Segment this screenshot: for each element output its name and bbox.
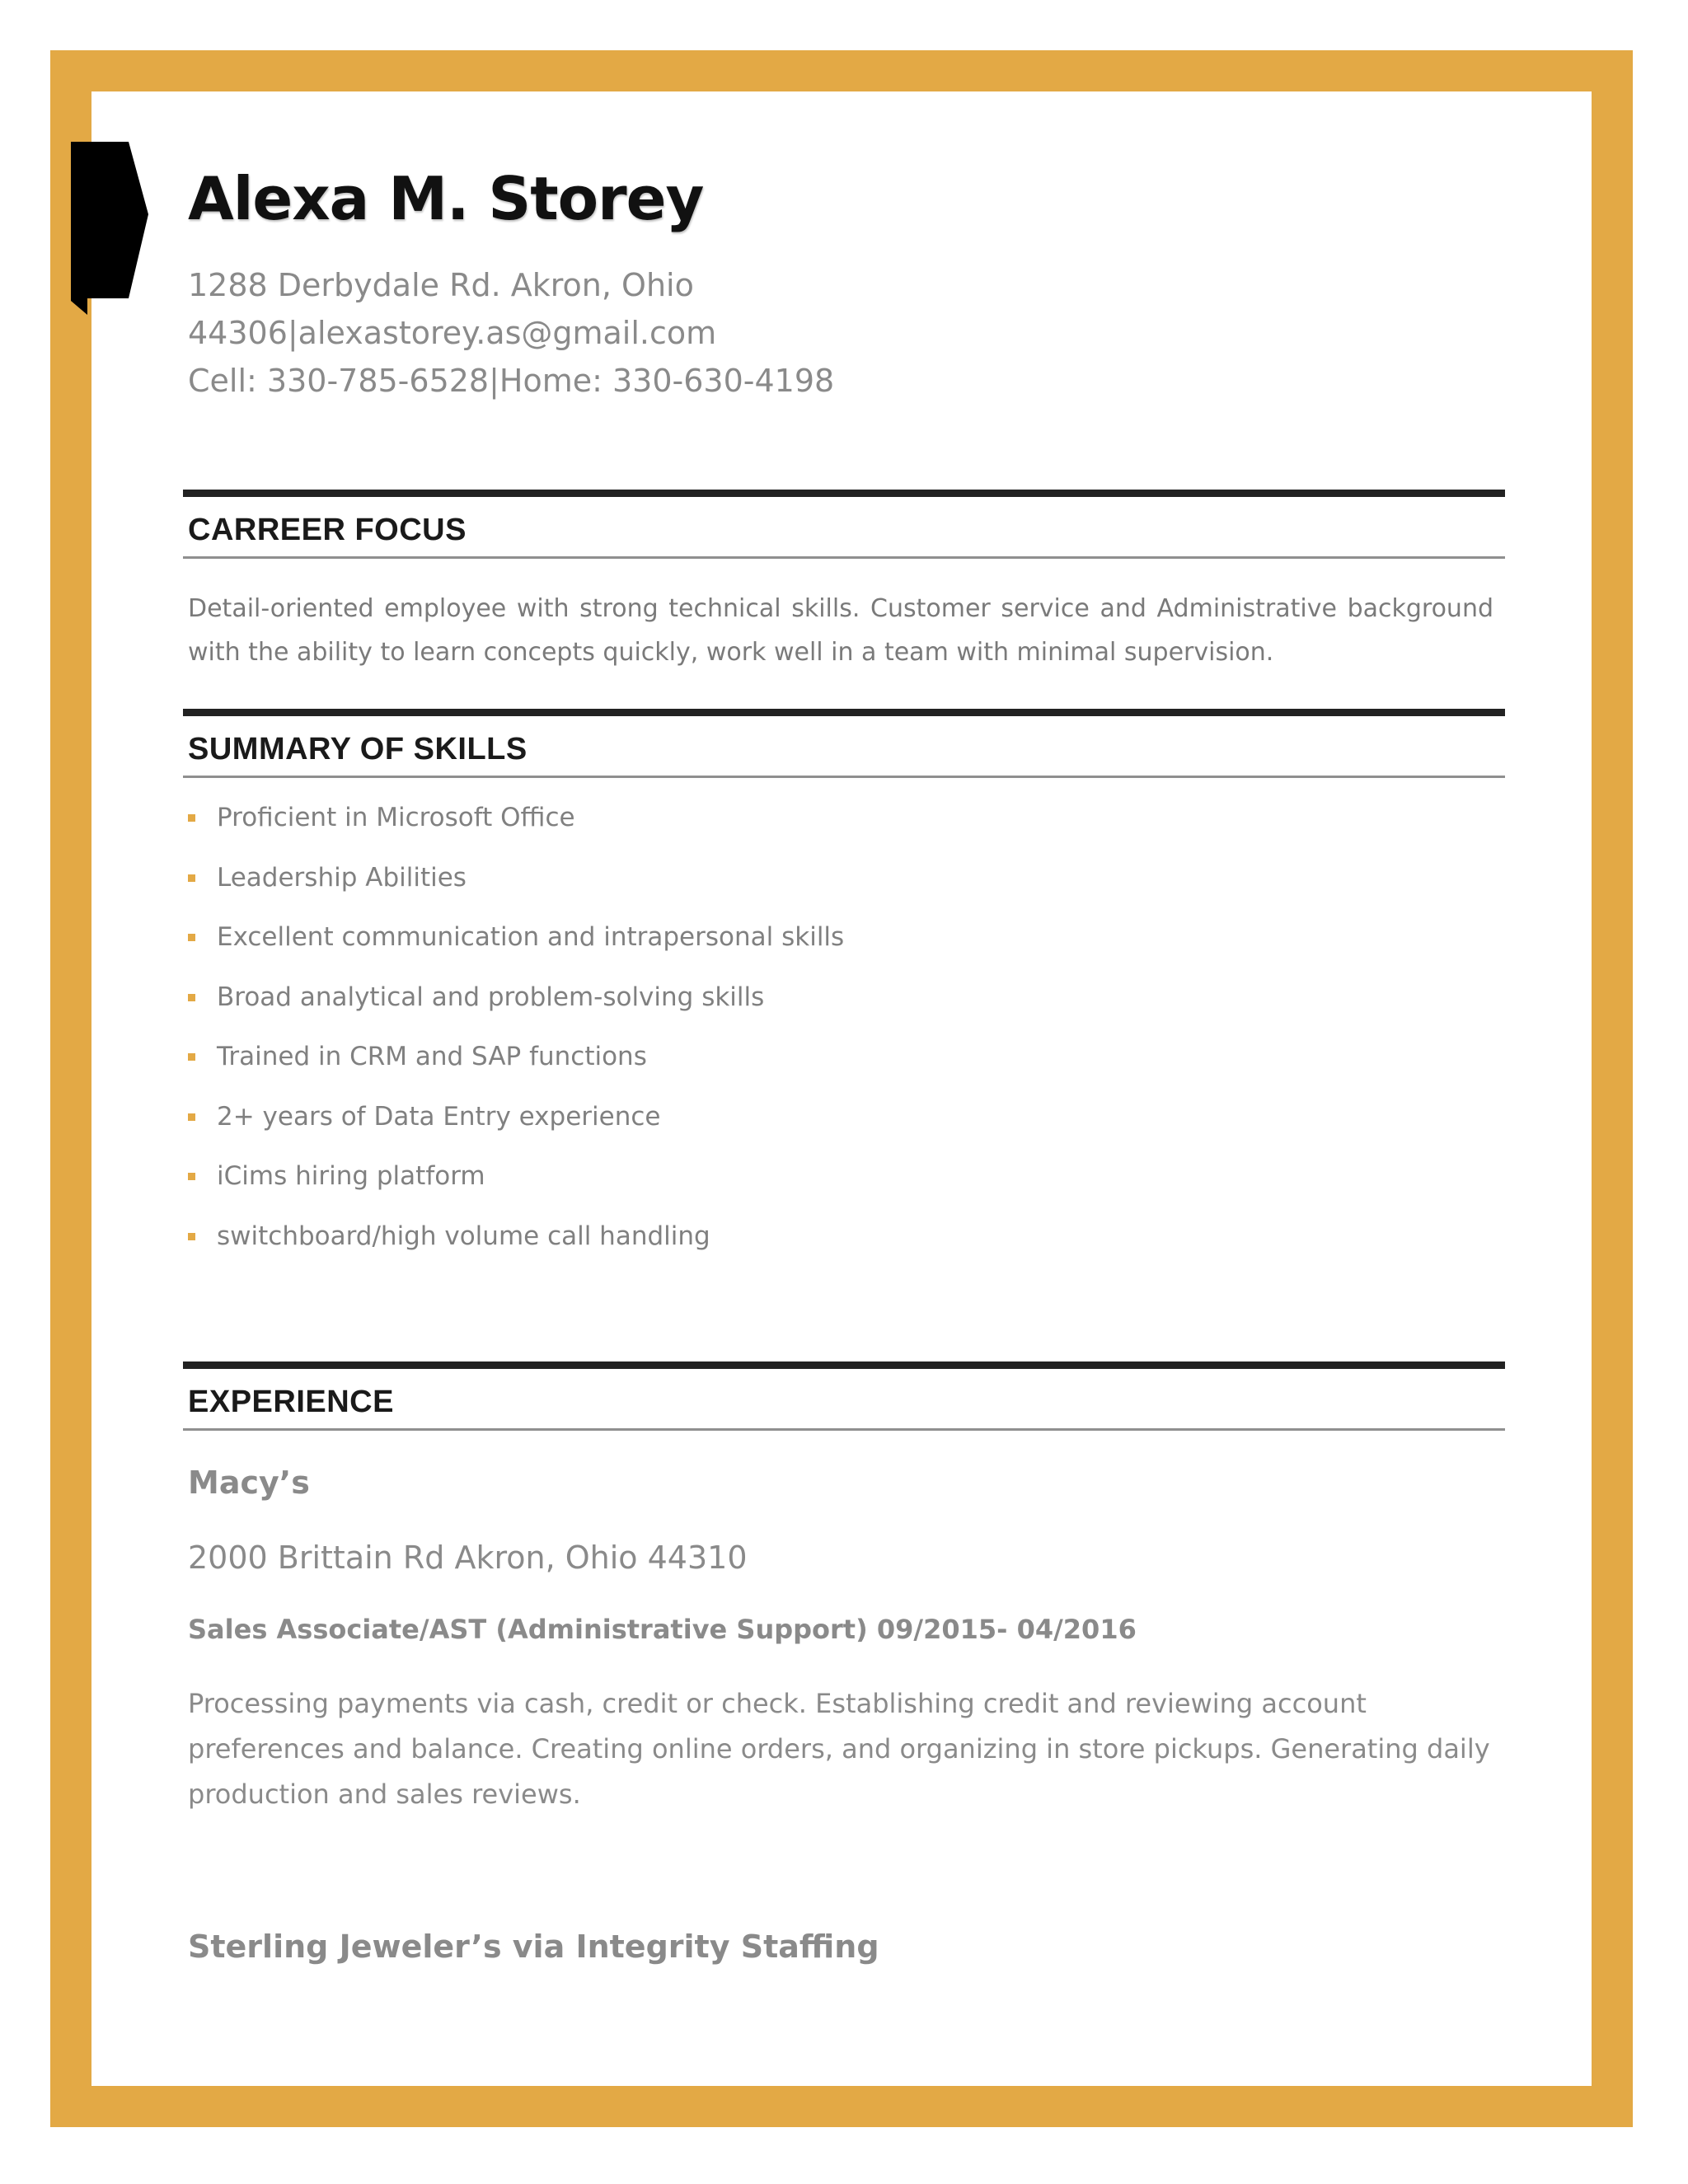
section-title-experience: EXPERIENCE — [188, 1385, 394, 1419]
square-bullet-icon — [188, 1233, 195, 1240]
skill-text: Trained in CRM and SAP functions — [217, 1042, 647, 1071]
job-company-sterling: Sterling Jeweler’s via Integrity Staffing — [188, 1929, 879, 1965]
job-description: Processing payments via cash, credit or check. Establishing credit and reviewing account preferences and balance. Creating online orders, and organizing in store pickups. Generating daily production and sales reviews. — [188, 1688, 1490, 1810]
black-tab-marker-icon — [71, 142, 148, 315]
skill-text: 2+ years of Data Entry experience — [217, 1101, 661, 1132]
candidate-name: Alexa M. Storey — [188, 164, 704, 233]
section-title-skills: SUMMARY OF SKILLS — [188, 732, 528, 766]
section-top-rule — [183, 709, 1505, 716]
skill-text: Proficient in Microsoft Office — [217, 803, 575, 832]
job-address: 2000 Brittain Rd Akron, Ohio 44310 — [188, 1540, 748, 1576]
contact-info — [188, 261, 1505, 405]
section-top-rule — [183, 490, 1505, 497]
contact-phone-line: Cell: 330-785-6528|Home: 330-630-4198 — [188, 363, 835, 399]
skill-text: Broad analytical and problem-solving skills — [217, 982, 765, 1012]
skills-section-header — [183, 709, 1505, 778]
section-bottom-rule — [183, 556, 1505, 559]
resume-header — [188, 164, 1505, 405]
list-item — [188, 801, 844, 861]
experience-section-header — [183, 1361, 1505, 1431]
contact-email-line: 44306|alexastorey.as@gmail.com — [188, 315, 717, 351]
skill-text: Leadership Abilities — [217, 862, 467, 893]
skill-text: Excellent communication and intrapersonal skills — [217, 922, 845, 952]
list-item — [188, 1040, 844, 1100]
square-bullet-icon — [188, 814, 195, 822]
section-top-rule — [183, 1361, 1505, 1369]
square-bullet-icon — [188, 1113, 195, 1121]
square-bullet-icon — [188, 994, 195, 1001]
list-item — [188, 1160, 844, 1220]
square-bullet-icon — [188, 1173, 195, 1180]
career-focus-section-header — [183, 490, 1505, 559]
square-bullet-icon — [188, 1053, 195, 1061]
job-position: Sales Associate/AST (Administrative Support) 09/2015- 04/2016 — [188, 1614, 1137, 1645]
job-company-macys: Macy’s — [188, 1465, 310, 1501]
section-title-career-focus: CARREER FOCUS — [188, 513, 467, 547]
skill-text: switchboard/high volume call handling — [217, 1221, 710, 1251]
career-focus-text: Detail-oriented employee with strong technical skills. Customer service and Administrative background with the ability to learn concepts quickly, work well in a team with minimal supervision. — [188, 594, 1493, 667]
skills-list — [188, 801, 844, 1279]
section-bottom-rule — [183, 776, 1505, 778]
list-item — [188, 921, 844, 981]
square-bullet-icon — [188, 934, 195, 941]
skill-text: iCims hiring platform — [217, 1161, 485, 1191]
list-item — [188, 861, 844, 921]
section-bottom-rule — [183, 1428, 1505, 1431]
list-item — [188, 1100, 844, 1160]
list-item — [188, 981, 844, 1041]
list-item — [188, 1220, 844, 1280]
contact-address-line: 1288 Derbydale Rd. Akron, Ohio — [188, 267, 694, 303]
square-bullet-icon — [188, 874, 195, 882]
